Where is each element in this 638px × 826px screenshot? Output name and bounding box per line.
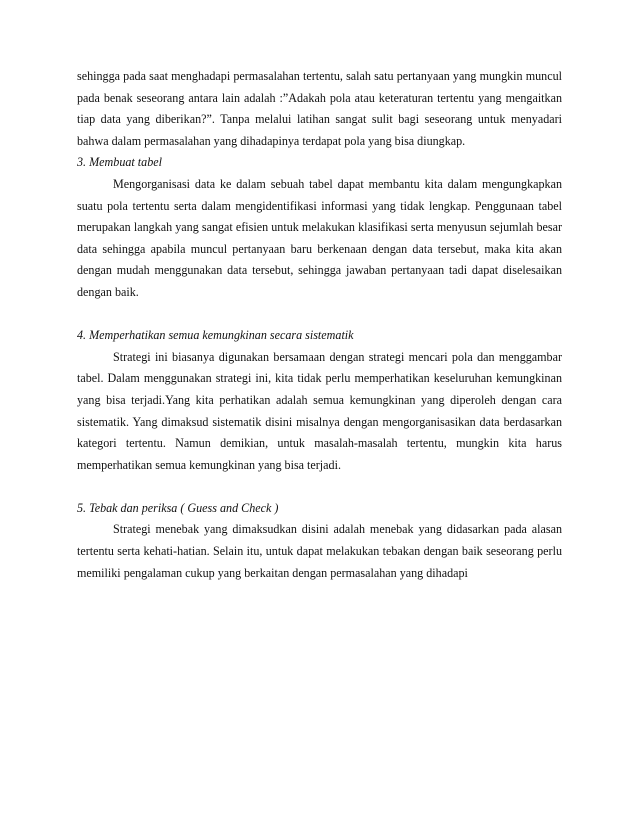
heading-kemungkinan-sistematik: 4. Memperhatikan semua kemungkinan secara sistematik <box>77 328 354 343</box>
document-body <box>77 66 562 584</box>
paragraph-membuat-tabel: Mengorganisasi data ke dalam sebuah tabel dapat membantu kita dalam mengungkapkan suatu pola tertentu serta dalam mengidentifikasi informasi yang tidak lengkap. Penggunaan tabel merupakan langkah yang sangat efisien untuk melakukan klasifikasi serta menyusun sejumlah besar data sehingga apabila muncul pertanyaan baru berkenaan dengan data tersebut, maka kita akan dengan mudah menggunakan data tersebut, sehingga jawaban pertanyaan tadi dapat diselesaikan dengan baik. <box>77 176 562 299</box>
paragraph-kemungkinan-sistematik: Strategi ini biasanya digunakan bersamaan dengan strategi mencari pola dan menggambar tabel. Dalam menggunakan strategi ini, kita tidak perlu memperhatikan keseluruhan kemungkinan yang bisa terjadi.Yang kita perhatikan adalah semua kemungkinan yang diperoleh dengan cara sistematik. Yang dimaksud sistematik disini misalnya dengan mengorganisasikan data berdasarkan kategori tertentu. Namun demikian, untuk masalah-masalah tertentu, mungkin kita harus memperhatikan semua kemungkinan yang bisa terjadi. <box>77 349 562 472</box>
heading-membuat-tabel: 3. Membuat tabel <box>77 155 162 170</box>
paragraph-tebak-periksa: Strategi menebak yang dimaksudkan disini adalah menebak yang didasarkan pada alasan tertentu serta kehati-hatian. Selain itu, untuk dapat melakukan tebakan dengan baik seseorang perlu memiliki pengalaman cukup yang berkaitan dengan permasalahan yang dihadapi <box>77 522 562 580</box>
paragraph-spacer <box>77 476 562 498</box>
paragraph-spacer <box>77 304 562 326</box>
paragraph-pola: sehingga pada saat menghadapi permasalahan tertentu, salah satu pertanyaan yang mungkin muncul pada benak seseorang antara lain adalah :”Adakah pola atau keteraturan tertentu yang mengaitkan tiap data yang diberikan?”. Tanpa melalui latihan sangat sulit bagi seseorang untuk menyadari bahwa dalam permasalahan yang dihadapinya terdapat pola yang bisa diungkap. <box>77 69 562 148</box>
heading-tebak-periksa: 5. Tebak dan periksa ( Guess and Check ) <box>77 500 279 515</box>
